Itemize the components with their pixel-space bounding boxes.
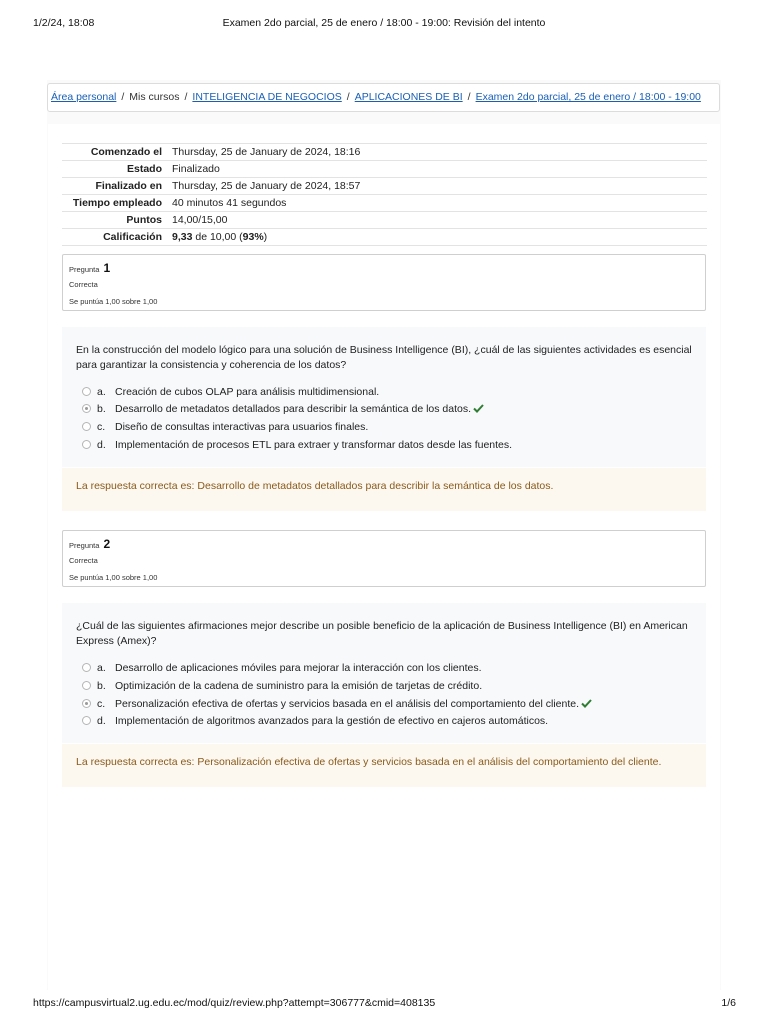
summary-value: Finalizado — [168, 161, 707, 178]
check-icon — [473, 404, 484, 413]
breadcrumb-separator: / — [467, 91, 471, 103]
answer-letter: b. — [97, 403, 106, 415]
breadcrumb-area-personal[interactable]: Área personal — [51, 91, 117, 103]
radio-icon[interactable] — [82, 681, 91, 690]
summary-row-finished — [62, 178, 707, 195]
summary-label: Finalizado en — [62, 178, 168, 195]
answer-text: Desarrollo de aplicaciones móviles para mejorar la interacción con los clientes. — [115, 662, 482, 674]
radio-icon[interactable] — [82, 716, 91, 725]
breadcrumb-separator: / — [121, 91, 125, 103]
attempt-summary-table — [62, 143, 707, 246]
summary-row-grade — [62, 229, 707, 246]
summary-row-points — [62, 212, 707, 229]
print-header — [0, 17, 768, 31]
radio-icon[interactable] — [82, 699, 91, 708]
question-number — [69, 261, 110, 275]
question-state: Correcta — [69, 280, 98, 289]
answer-letter: b. — [97, 680, 106, 692]
question-grade: Se puntúa 1,00 sobre 1,00 — [69, 297, 158, 306]
answer-text: Optimización de la cadena de suministro para la emisión de tarjetas de crédito. — [115, 680, 483, 692]
breadcrumb-separator: / — [346, 91, 350, 103]
grade-score: 9,33 — [172, 231, 193, 243]
summary-label: Estado — [62, 161, 168, 178]
answer-letter: a. — [97, 386, 106, 398]
summary-value: Thursday, 25 de January de 2024, 18:16 — [168, 144, 707, 161]
answer-text-content: Desarrollo de metadatos detallados para describir la semántica de los datos. — [115, 403, 472, 415]
question-feedback-2 — [62, 744, 706, 787]
question-feedback-1 — [62, 468, 706, 511]
question-prefix: Pregunta — [69, 265, 100, 274]
answer-text — [115, 402, 484, 416]
answer-text: Diseño de consultas interactivas para usuarios finales. — [115, 421, 369, 433]
summary-row-started — [62, 144, 707, 161]
question-state: Correcta — [69, 556, 98, 565]
question-number — [69, 537, 110, 551]
answer-letter: d. — [97, 715, 106, 727]
grade-percent: 93% — [242, 231, 264, 243]
summary-label: Tiempo empleado — [62, 195, 168, 212]
question-text: ¿Cuál de las siguientes afirmaciones mejor describe un posible beneficio de la aplicación de Business Intelligence (BI) en American Express (Amex)? — [76, 620, 688, 647]
answer-letter: d. — [97, 439, 106, 451]
answer-text — [115, 697, 592, 711]
answer-letter: a. — [97, 662, 106, 674]
feedback-text: La respuesta correcta es: Personalización efectiva de ofertas y servicios basada en el análisis del comportamiento del cliente. — [76, 756, 662, 768]
question-prefix: Pregunta — [69, 541, 100, 550]
question-text: En la construcción del modelo lógico para una solución de Business Intelligence (BI), ¿cuál de las siguientes actividades es esencial para garantizar la consistencia y coherencia de los datos? — [76, 344, 692, 371]
radio-icon[interactable] — [82, 404, 91, 413]
print-title: Examen 2do parcial, 25 de enero / 18:00 - 19:00: Revisión del intento — [222, 17, 546, 29]
radio-icon[interactable] — [82, 387, 91, 396]
answer-text: Implementación de procesos ETL para extraer y transformar datos desde las fuentes. — [115, 439, 513, 451]
breadcrumb-separator: / — [184, 91, 188, 103]
summary-label: Comenzado el — [62, 144, 168, 161]
answer-text: Implementación de algoritmos avanzados para la gestión de efectivo en cajeros automáticos. — [115, 715, 549, 727]
feedback-text: La respuesta correcta es: Desarrollo de metadatos detallados para describir la semántica de los datos. — [76, 480, 554, 492]
summary-label: Calificación — [62, 229, 168, 246]
breadcrumb-quiz[interactable]: Examen 2do parcial, 25 de enero / 18:00 - 19:00 — [475, 91, 701, 103]
radio-icon[interactable] — [82, 422, 91, 431]
breadcrumb-section[interactable]: APLICACIONES DE BI — [354, 91, 463, 103]
radio-icon[interactable] — [82, 440, 91, 449]
print-footer — [0, 997, 768, 1011]
question-body-2 — [62, 603, 706, 743]
summary-value: 40 minutos 41 segundos — [168, 195, 707, 212]
question-info-1 — [62, 254, 706, 311]
answer-letter: c. — [97, 698, 106, 710]
print-page-number: 1/6 — [721, 997, 736, 1009]
print-datetime: 1/2/24, 18:08 — [33, 17, 95, 29]
breadcrumb — [47, 83, 720, 112]
summary-value: Thursday, 25 de January de 2024, 18:57 — [168, 178, 707, 195]
breadcrumb-mis-cursos: Mis cursos — [129, 91, 180, 103]
answer-text-content: Personalización efectiva de ofertas y servicios basada en el análisis del comportamiento del cliente. — [115, 698, 579, 710]
print-url: https://campusvirtual2.ug.edu.ec/mod/quiz/review.php?attempt=306777&cmid=408135 — [33, 997, 436, 1009]
answer-letter: c. — [97, 421, 106, 433]
question-number-value: 2 — [103, 537, 111, 551]
summary-label: Puntos — [62, 212, 168, 229]
summary-row-state — [62, 161, 707, 178]
grade-end: ) — [263, 231, 268, 243]
answer-text: Creación de cubos OLAP para análisis multidimensional. — [115, 386, 380, 398]
summary-value — [168, 229, 707, 246]
breadcrumb-course[interactable]: INTELIGENCIA DE NEGOCIOS — [192, 91, 342, 103]
question-info-2 — [62, 530, 706, 587]
question-body-1 — [62, 327, 706, 467]
question-number-value: 1 — [103, 261, 111, 275]
summary-row-time — [62, 195, 707, 212]
radio-icon[interactable] — [82, 663, 91, 672]
check-icon — [581, 699, 592, 708]
question-grade: Se puntúa 1,00 sobre 1,00 — [69, 573, 158, 582]
grade-mid: de 10,00 ( — [192, 231, 243, 243]
summary-value: 14,00/15,00 — [168, 212, 707, 229]
